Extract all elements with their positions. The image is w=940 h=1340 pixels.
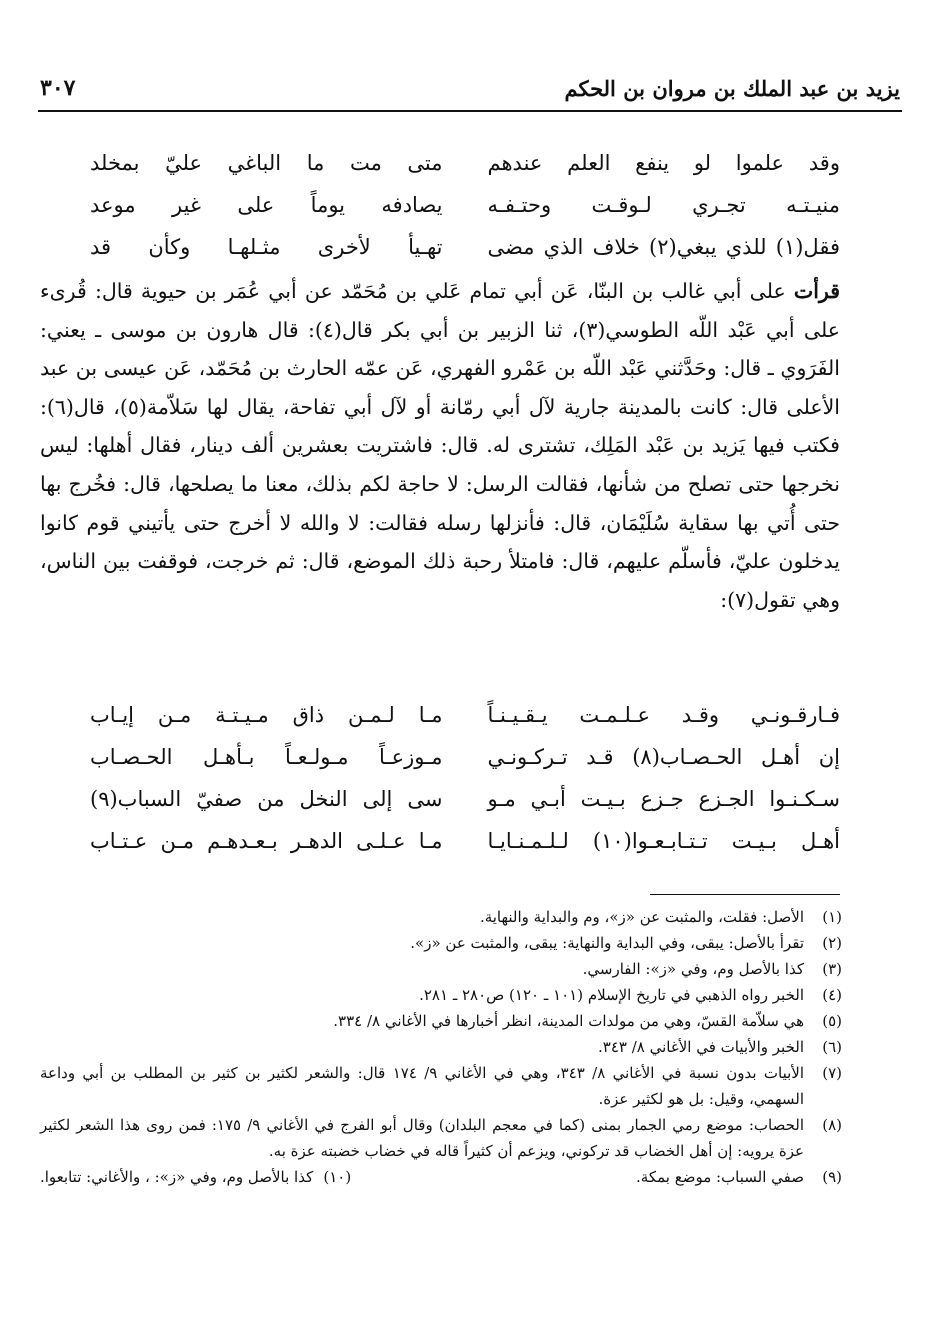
footnote-text: الحصاب: موضع رمي الجمار بمنى (كما في معجم البلدان) وقال أبو الفرج في الأغاني ٩/ ١٧٥: فمن روى هذا الشعر لكثير عزة يرويه: إن أهل الخضاب قد تركوني، ويزعم أن كثيراً قاله في خضاب خضبته عزة به. <box>40 1116 804 1160</box>
footnote <box>636 1164 842 1190</box>
footnote <box>40 1034 842 1060</box>
footnote-text: كذا بالأصل وم، وفي «ز»: الفارسي. <box>582 960 804 978</box>
verse-line <box>90 226 840 268</box>
footnote-number: (٤) <box>822 986 842 1004</box>
footnote <box>40 956 842 982</box>
verse-line <box>90 694 840 736</box>
verse-line <box>90 736 840 778</box>
verse-right-hemistich: أهـل بـيـت تـتـابـعـوا(١٠) لـلـمـنـايـا <box>487 829 840 853</box>
verse-left-hemistich: يصادفه يوماً على غير موعد <box>90 193 443 217</box>
verse-right-hemistich: إن أهـل الحـصـاب(٨) قـد تـركـونـي <box>487 745 840 769</box>
footnote-row <box>40 1164 842 1190</box>
verse-right-hemistich: منيـتـه تجـري لـوقـت وحتـفـه <box>487 193 840 217</box>
footnote <box>40 930 842 956</box>
verse-right-hemistich: وقد علموا لو ينفع العلم عندهم <box>487 151 840 175</box>
verse-line <box>90 142 840 184</box>
prose-lead-word: قرأت <box>793 279 840 303</box>
prose-body: على أبي غالب بن البنّا، عَن أبي تمام عَلي بن مُحَمّد عن أبي عُمَر بن حيوية قال: قُرىء على أبي عَبْد اللّه الطوسي(٣)، ثنا الزبير بن أبي بكر قال(٤): قال هارون بن موسى ـ يعني: الفَرَوي ـ قال: وحَدَّثني عَبْد اللّه بن عَمْرو الفهري، عَن عمّه الحارث بن مُحَمّد، عَن عيسى بن عبد الأعلى قال: كانت بالمدينة جارية لآل أبي رمّانة أو لآل أبي تفاحة، يقال لها سَلاّمة(٥)، قال(٦): فكتب فيها يَزيد بن عَبْد المَلِك، تشترى له. قال: فاشتريت بعشرين ألف دينار، فقال أهلها: ليس نخرجها حتى تصلح من شأنها، فقالت الرسل: لا حاجة لكم بذلك، معنا ما يصلحها، قال: فخُرج بها حتى أُتي بها سقاية سُلَيْمَان، قال: فأنزلها رسله فقالت: لا والله لا أخرج حتى يأتيني قوم كانوا يدخلون عليّ، فأسلّم عليهم، قال: فامتلأ رحبة ذلك الموضع، قال: ثم خرجت، فوقفت بين الناس، وهي تقول(٧): <box>40 279 840 612</box>
footnote-text: الخبر رواه الذهبي في تاريخ الإسلام (١٠١ ـ ١٢٠) ص٢٨٠ ـ ٢٨١. <box>419 986 804 1004</box>
footnote-text: كذا بالأصل وم، وفي «ز»: ، والأغاني: تتابعوا. <box>40 1168 314 1186</box>
footnote-number: (١) <box>822 908 842 926</box>
footnote-number: (٨) <box>822 1116 842 1134</box>
verse-right-hemistich: فـارقـونـي وقـد عـلـمـت يـقـيـنـاً <box>487 703 840 727</box>
poem-top <box>90 142 840 268</box>
footnote <box>40 982 842 1008</box>
poem-bottom <box>90 694 840 862</box>
verse-left-hemistich: تهـيأ لأخرى مثـلهـا وكأن قد <box>90 235 443 259</box>
footnote-text: هي سلاّمة القسّ، وهي من مولدات المدينة، انظر أخبارها في الأغاني ٨/ ٣٣٤. <box>333 1012 804 1030</box>
footnote <box>40 1060 842 1112</box>
verse-line <box>90 820 840 862</box>
header-rule <box>38 110 902 112</box>
running-title: يزيد بن عبد الملك بن مروان بن الحكم <box>564 75 900 101</box>
page-number: ٣٠٧ <box>40 75 76 101</box>
footnote <box>40 904 842 930</box>
footnote-text: تقرأ بالأصل: يبقى، وفي البداية والنهاية: يبقى، والمثبت عن «ز». <box>410 934 804 952</box>
footnote-text: الخبر والأبيات في الأغاني ٨/ ٣٤٣. <box>598 1038 804 1056</box>
verse-left-hemistich: مـوزعـاً مـولـعـاً بـأهـل الحـصـاب <box>90 745 443 769</box>
footnote-text: الأصل: فقلت، والمثبت عن «ز»، وم والبداية والنهاية. <box>479 908 804 926</box>
verse-right-hemistich: سـكـنـوا الجـزع جـزع بـيـت أبـي مـو <box>487 787 840 811</box>
footnote-number: (٣) <box>822 960 842 978</box>
footnote-rule <box>650 894 840 895</box>
verse-left-hemistich: مـا لـمـن ذاق مـيـتـة مـن إيـاب <box>90 703 443 727</box>
footnote <box>40 1112 842 1164</box>
verse-line <box>90 184 840 226</box>
footnote-number: (٥) <box>822 1012 842 1030</box>
footnote <box>40 1008 842 1034</box>
verse-left-hemistich: متى مت ما الباغي عليّ بمخلد <box>90 151 443 175</box>
footnote-number: (١٠) <box>323 1168 352 1186</box>
verse-right-hemistich: فقل(١) للذي يبغي(٢) خلاف الذي مضى <box>487 235 840 259</box>
footnote-number: (٧) <box>822 1064 842 1082</box>
footnote <box>40 1164 351 1190</box>
footnotes <box>40 904 842 1190</box>
footnote-text: صفي السباب: موضع بمكة. <box>636 1168 804 1186</box>
page-header <box>40 70 900 106</box>
verse-line <box>90 778 840 820</box>
footnote-text: الأبيات بدون نسبة في الأغاني ٨/ ٣٤٣، وهي في الأغاني ٩/ ١٧٤ قال: والشعر لكثير بن كثير بن المطلب بن أبي وداعة السهمي، وقيل: بل هو لكثير عزة. <box>40 1064 804 1108</box>
footnote-number: (٦) <box>822 1038 842 1056</box>
verse-left-hemistich: سى إلى النخل من صفيّ السباب(٩) <box>90 787 443 811</box>
footnote-number: (٩) <box>822 1168 842 1186</box>
prose-paragraph <box>40 272 840 619</box>
footnote-number: (٢) <box>822 934 842 952</box>
verse-left-hemistich: مـا عـلـى الدهـر بـعـدهـم مـن عـتـاب <box>90 829 443 853</box>
